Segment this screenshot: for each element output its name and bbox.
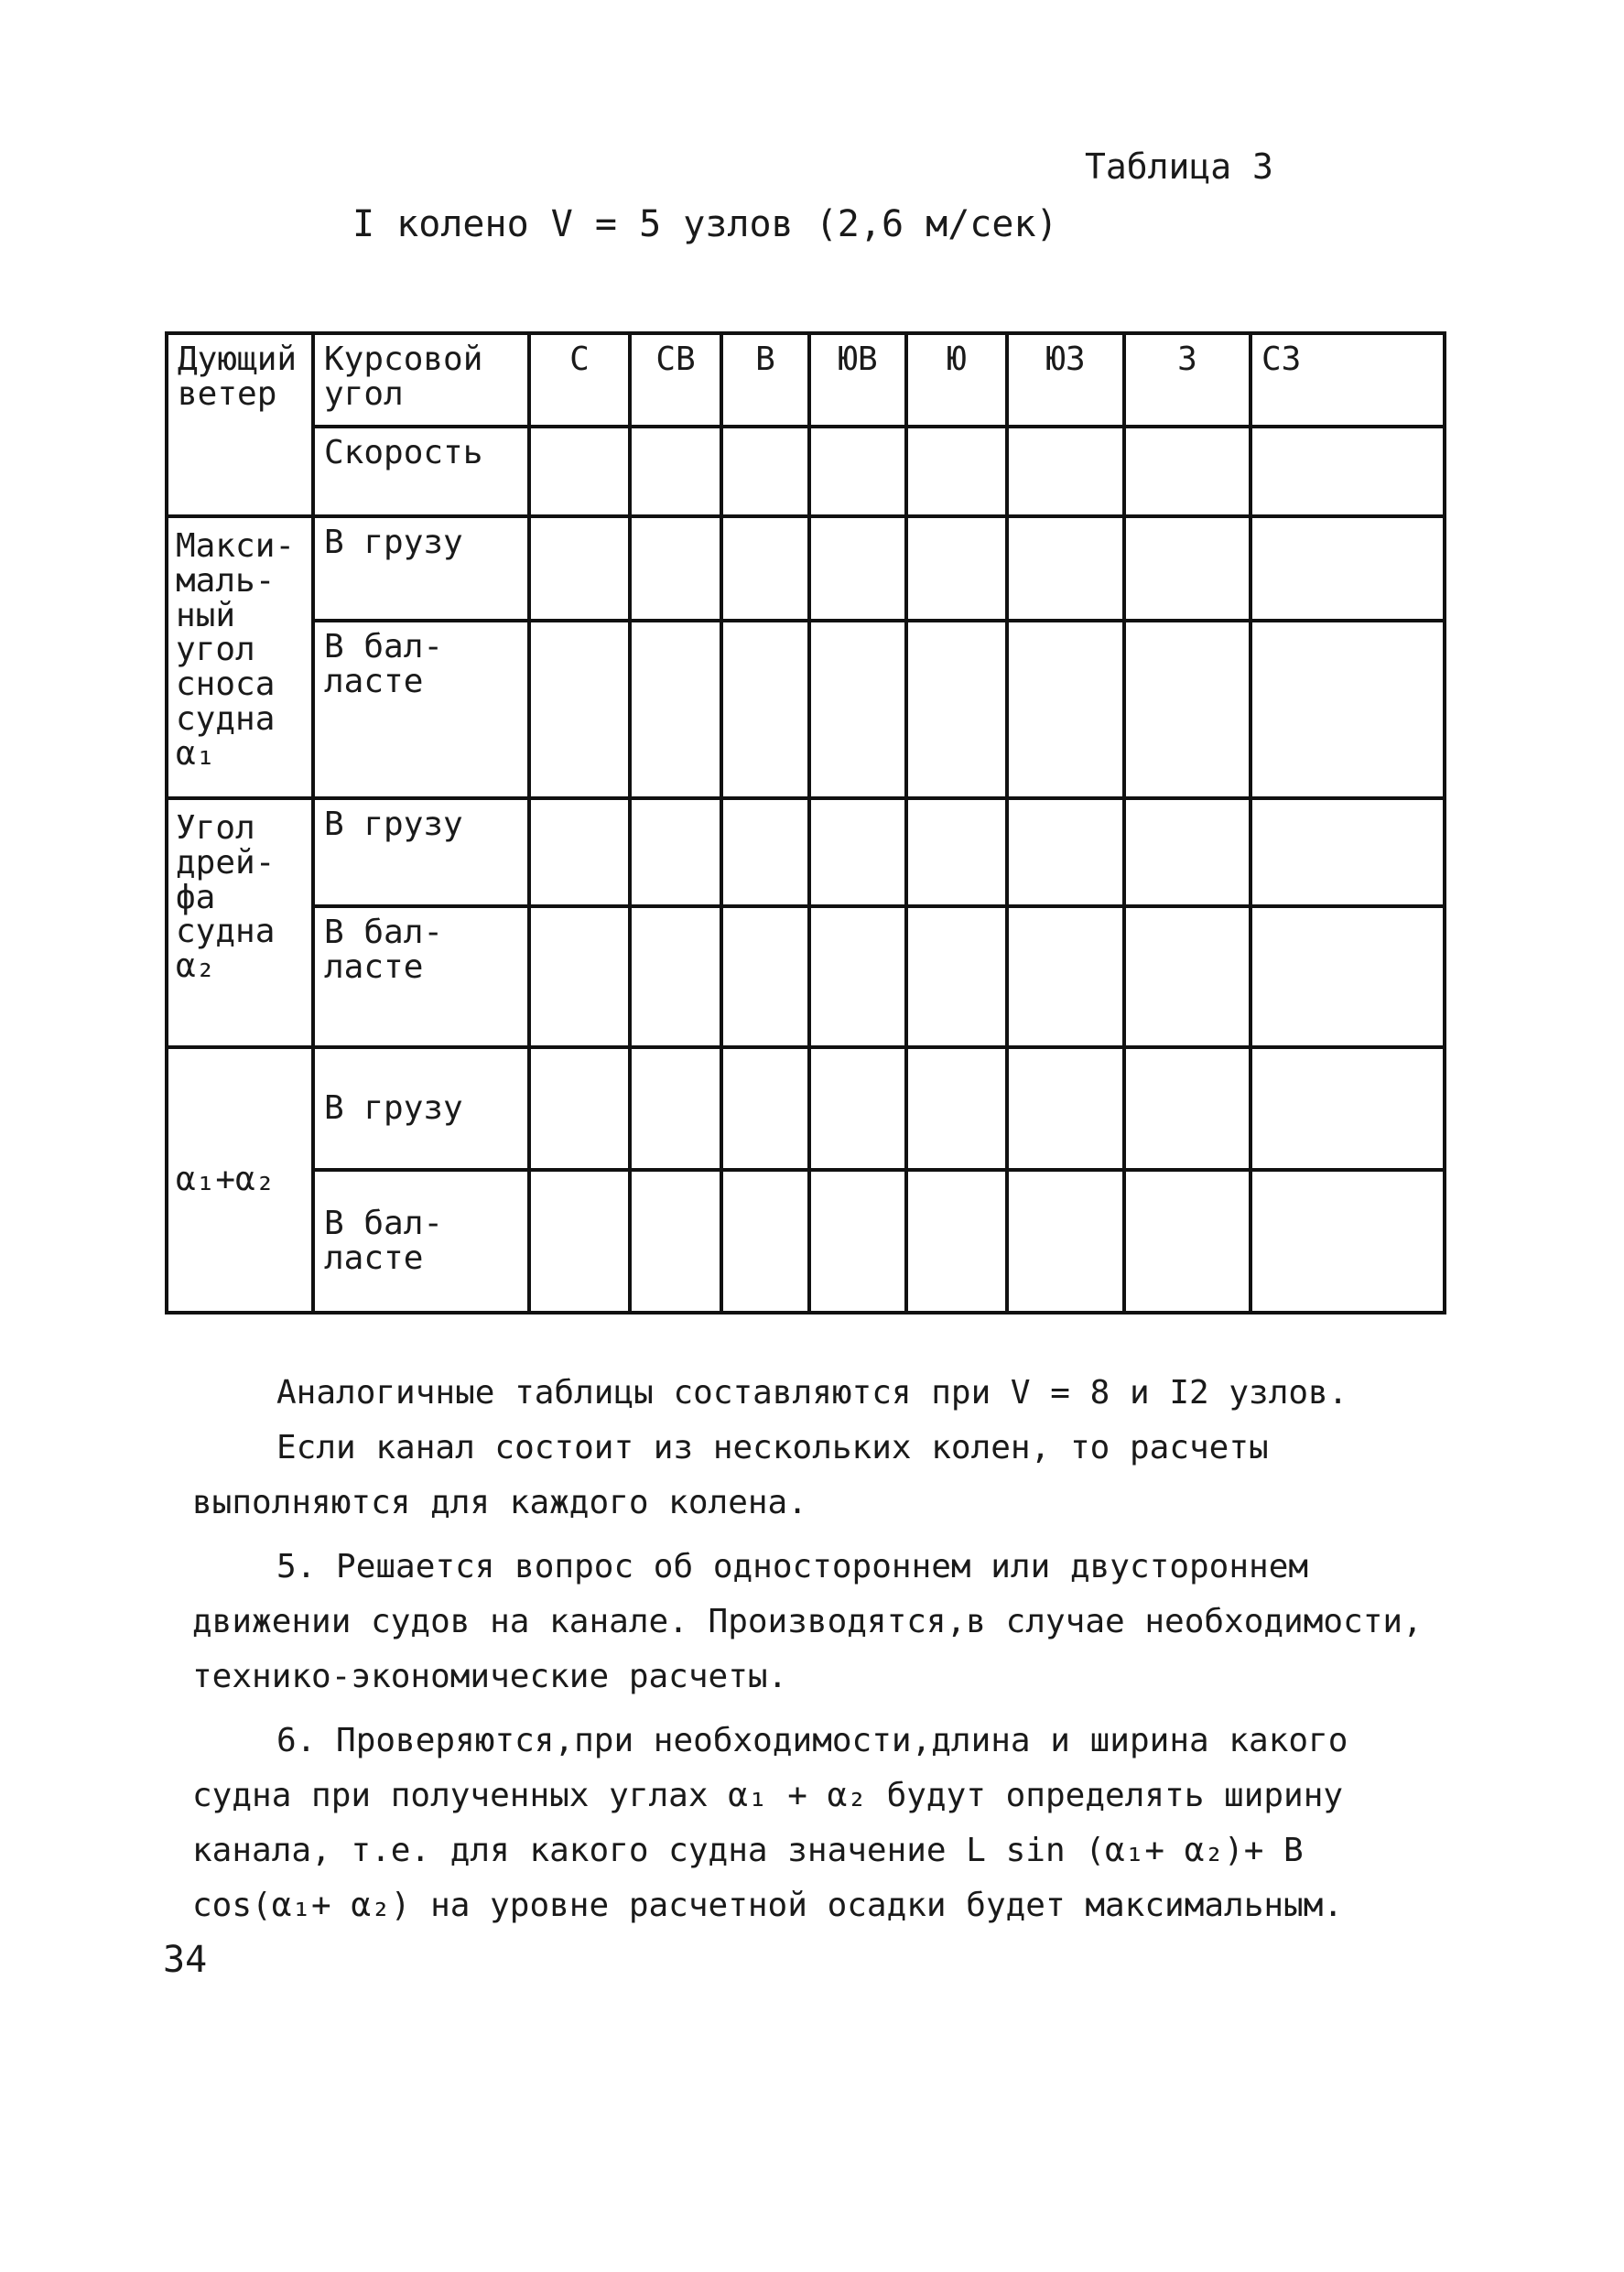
- table-cell: [1007, 906, 1124, 1047]
- sub-row-label: В грузу: [313, 798, 529, 906]
- table-cell: [630, 1047, 721, 1170]
- table-cell: [630, 621, 721, 798]
- table-cell: [809, 427, 906, 516]
- table-cell: [809, 1047, 906, 1170]
- table-cell: [721, 1047, 809, 1170]
- table-cell: [529, 427, 630, 516]
- table-cell: [1007, 516, 1124, 621]
- table-cell: [906, 516, 1007, 621]
- table-cell: [906, 621, 1007, 798]
- direction-header: ЮВ: [809, 333, 906, 427]
- table-cell: [1124, 516, 1250, 621]
- sub-row-label: В бал- ласте: [313, 1170, 529, 1313]
- table-cell: [1250, 621, 1445, 798]
- corner-header: Дующий ветер: [167, 333, 313, 516]
- table-cell: [1250, 906, 1445, 1047]
- table-cell: [630, 906, 721, 1047]
- table-cell: [809, 516, 906, 621]
- page-number: 34: [163, 1939, 208, 1981]
- table-cell: [1250, 516, 1445, 621]
- direction-header: В: [721, 333, 809, 427]
- course-angle-label: Курсовой угол: [313, 333, 529, 427]
- table-cell: [1250, 798, 1445, 906]
- table-cell: [721, 427, 809, 516]
- table-cell: [809, 1170, 906, 1313]
- table-cell: [529, 516, 630, 621]
- data-table: [165, 331, 1446, 1315]
- table-label: Таблица 3: [1085, 146, 1273, 187]
- group-label: α₁+α₂: [167, 1047, 313, 1313]
- table-cell: [529, 798, 630, 906]
- sub-row-label: В грузу: [313, 516, 529, 621]
- direction-header: З: [1124, 333, 1250, 427]
- table-cell: [1124, 1170, 1250, 1313]
- direction-header: СВ: [630, 333, 721, 427]
- table-cell: [630, 516, 721, 621]
- table-cell: [630, 1170, 721, 1313]
- table-cell: [529, 906, 630, 1047]
- table-cell: [1124, 621, 1250, 798]
- table-cell: [1250, 1047, 1445, 1170]
- direction-header: ЮЗ: [1007, 333, 1124, 427]
- direction-header: С: [529, 333, 630, 427]
- table-cell: [721, 1170, 809, 1313]
- table-cell: [1124, 798, 1250, 906]
- table-cell: [1250, 427, 1445, 516]
- table-cell: [1250, 1170, 1445, 1313]
- table-cell: [721, 798, 809, 906]
- table-cell: [529, 1047, 630, 1170]
- paragraph-multiple-bends: Если канал состоит из нескольких колен, то расчеты выполняются для каждого колена.: [192, 1429, 1269, 1521]
- table-cell: [906, 798, 1007, 906]
- table-cell: [721, 516, 809, 621]
- table-cell: [906, 1047, 1007, 1170]
- table-cell: [906, 906, 1007, 1047]
- table-cell: [906, 427, 1007, 516]
- table-cell: [809, 621, 906, 798]
- table-cell: [1124, 427, 1250, 516]
- sub-row-label: В бал- ласте: [313, 906, 529, 1047]
- direction-header: Ю: [906, 333, 1007, 427]
- table-cell: [630, 427, 721, 516]
- speed-label: Скорость: [313, 427, 529, 516]
- table-cell: [529, 621, 630, 798]
- paragraph-item-6: 6. Проверяются,при необходимости,длина и ширина какого судна при полученных углах α₁ + α₂ будут определять ширину канала, т.е. для какого судна значение L sin (α₁+ α₂)+ B cos(α₁+ α₂) на уровне расчетной осадки будет максимальным.: [192, 1722, 1348, 1924]
- table-cell: [1007, 427, 1124, 516]
- table-cell: [1124, 906, 1250, 1047]
- sub-row-label: В грузу: [313, 1047, 529, 1170]
- table-cell: [529, 1170, 630, 1313]
- table-cell: [1124, 1047, 1250, 1170]
- table-cell: [721, 621, 809, 798]
- paragraph-item-5: 5. Решается вопрос об одностороннем или двустороннем движении судов на канале. Производятся,в случае необходимости, технико-экономические расчеты.: [192, 1548, 1423, 1695]
- paragraph-analogous: Аналогичные таблицы составляются при V = 8 и I2 узлов.: [276, 1374, 1348, 1412]
- table-cell: [630, 798, 721, 906]
- table-title: I колено V = 5 узлов (2,6 м/сек): [352, 203, 1058, 245]
- table-cell: [1007, 621, 1124, 798]
- table-cell: [721, 906, 809, 1047]
- table-cell: [906, 1170, 1007, 1313]
- table-cell: [809, 906, 906, 1047]
- table-cell: [1007, 1170, 1124, 1313]
- group-label: Макси- маль- ный угол сноса судна α₁: [167, 516, 313, 798]
- table-cell: [1007, 798, 1124, 906]
- sub-row-label: В бал- ласте: [313, 621, 529, 798]
- table-cell: [809, 798, 906, 906]
- table-cell: [1007, 1047, 1124, 1170]
- group-label: Угол дрей- фа судна α₂: [167, 798, 313, 1047]
- direction-header: СЗ: [1250, 333, 1445, 427]
